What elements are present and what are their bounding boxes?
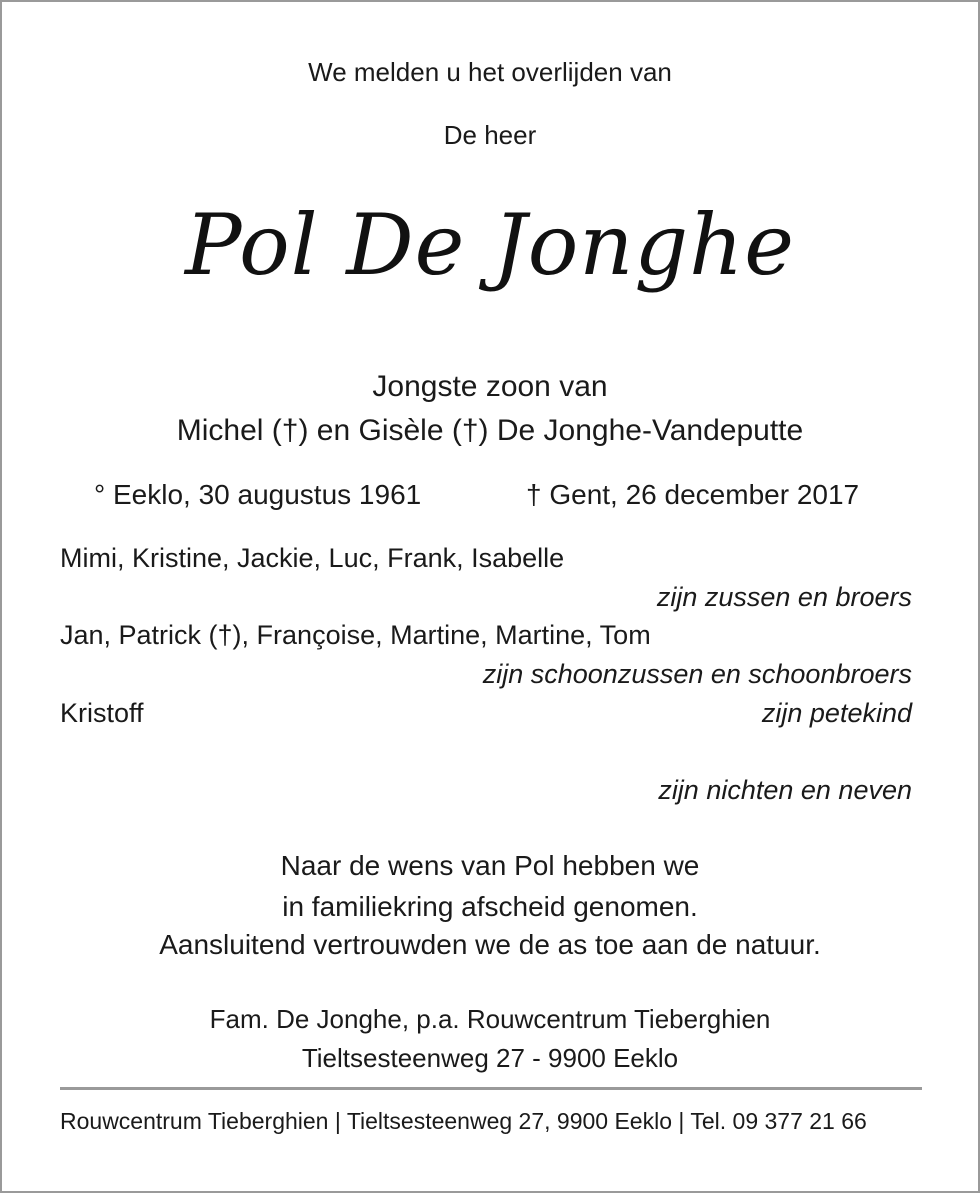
- birth-info: ° Eeklo, 30 augustus 1961: [94, 479, 422, 510]
- message-line-1: Naar de wens van Pol hebben we: [280, 850, 700, 881]
- family-names-godchild: Kristoff: [60, 698, 144, 728]
- deceased-name: Pol De Jonghe: [185, 196, 795, 294]
- message-line-2: in familiekring afscheid genomen.: [282, 891, 698, 922]
- family-names-siblings: Mimi, Kristine, Jackie, Luc, Frank, Isabelle: [60, 543, 565, 573]
- honorific-title: De heer: [443, 120, 537, 150]
- family-role-cousins: zijn nichten en neven: [658, 775, 912, 805]
- family-role-godchild: zijn petekind: [761, 698, 912, 728]
- contact-line-1: Fam. De Jonghe, p.a. Rouwcentrum Tieberghien: [209, 1004, 771, 1034]
- parents-names: Michel (†) en Gisèle (†) De Jonghe-Vandeputte: [176, 414, 804, 447]
- footer-text: Rouwcentrum Tieberghien | Tieltsesteenweg 27, 9900 Eeklo | Tel. 09 377 21 66: [60, 1108, 867, 1134]
- intro-text: We melden u het overlijden van: [308, 57, 672, 87]
- parents-intro: Jongste zoon van: [372, 370, 608, 403]
- family-role-in-laws: zijn schoonzussen en schoonbroers: [482, 659, 912, 689]
- death-info: † Gent, 26 december 2017: [526, 479, 860, 510]
- family-role-siblings: zijn zussen en broers: [656, 582, 912, 612]
- message-line-3: Aansluitend vertrouwden we de as toe aan de natuur.: [159, 929, 821, 960]
- contact-line-2: Tieltsesteenweg 27 - 9900 Eeklo: [301, 1043, 679, 1073]
- footer-divider: [60, 1087, 922, 1090]
- family-names-in-laws: Jan, Patrick (†), Françoise, Martine, Martine, Tom: [60, 620, 651, 650]
